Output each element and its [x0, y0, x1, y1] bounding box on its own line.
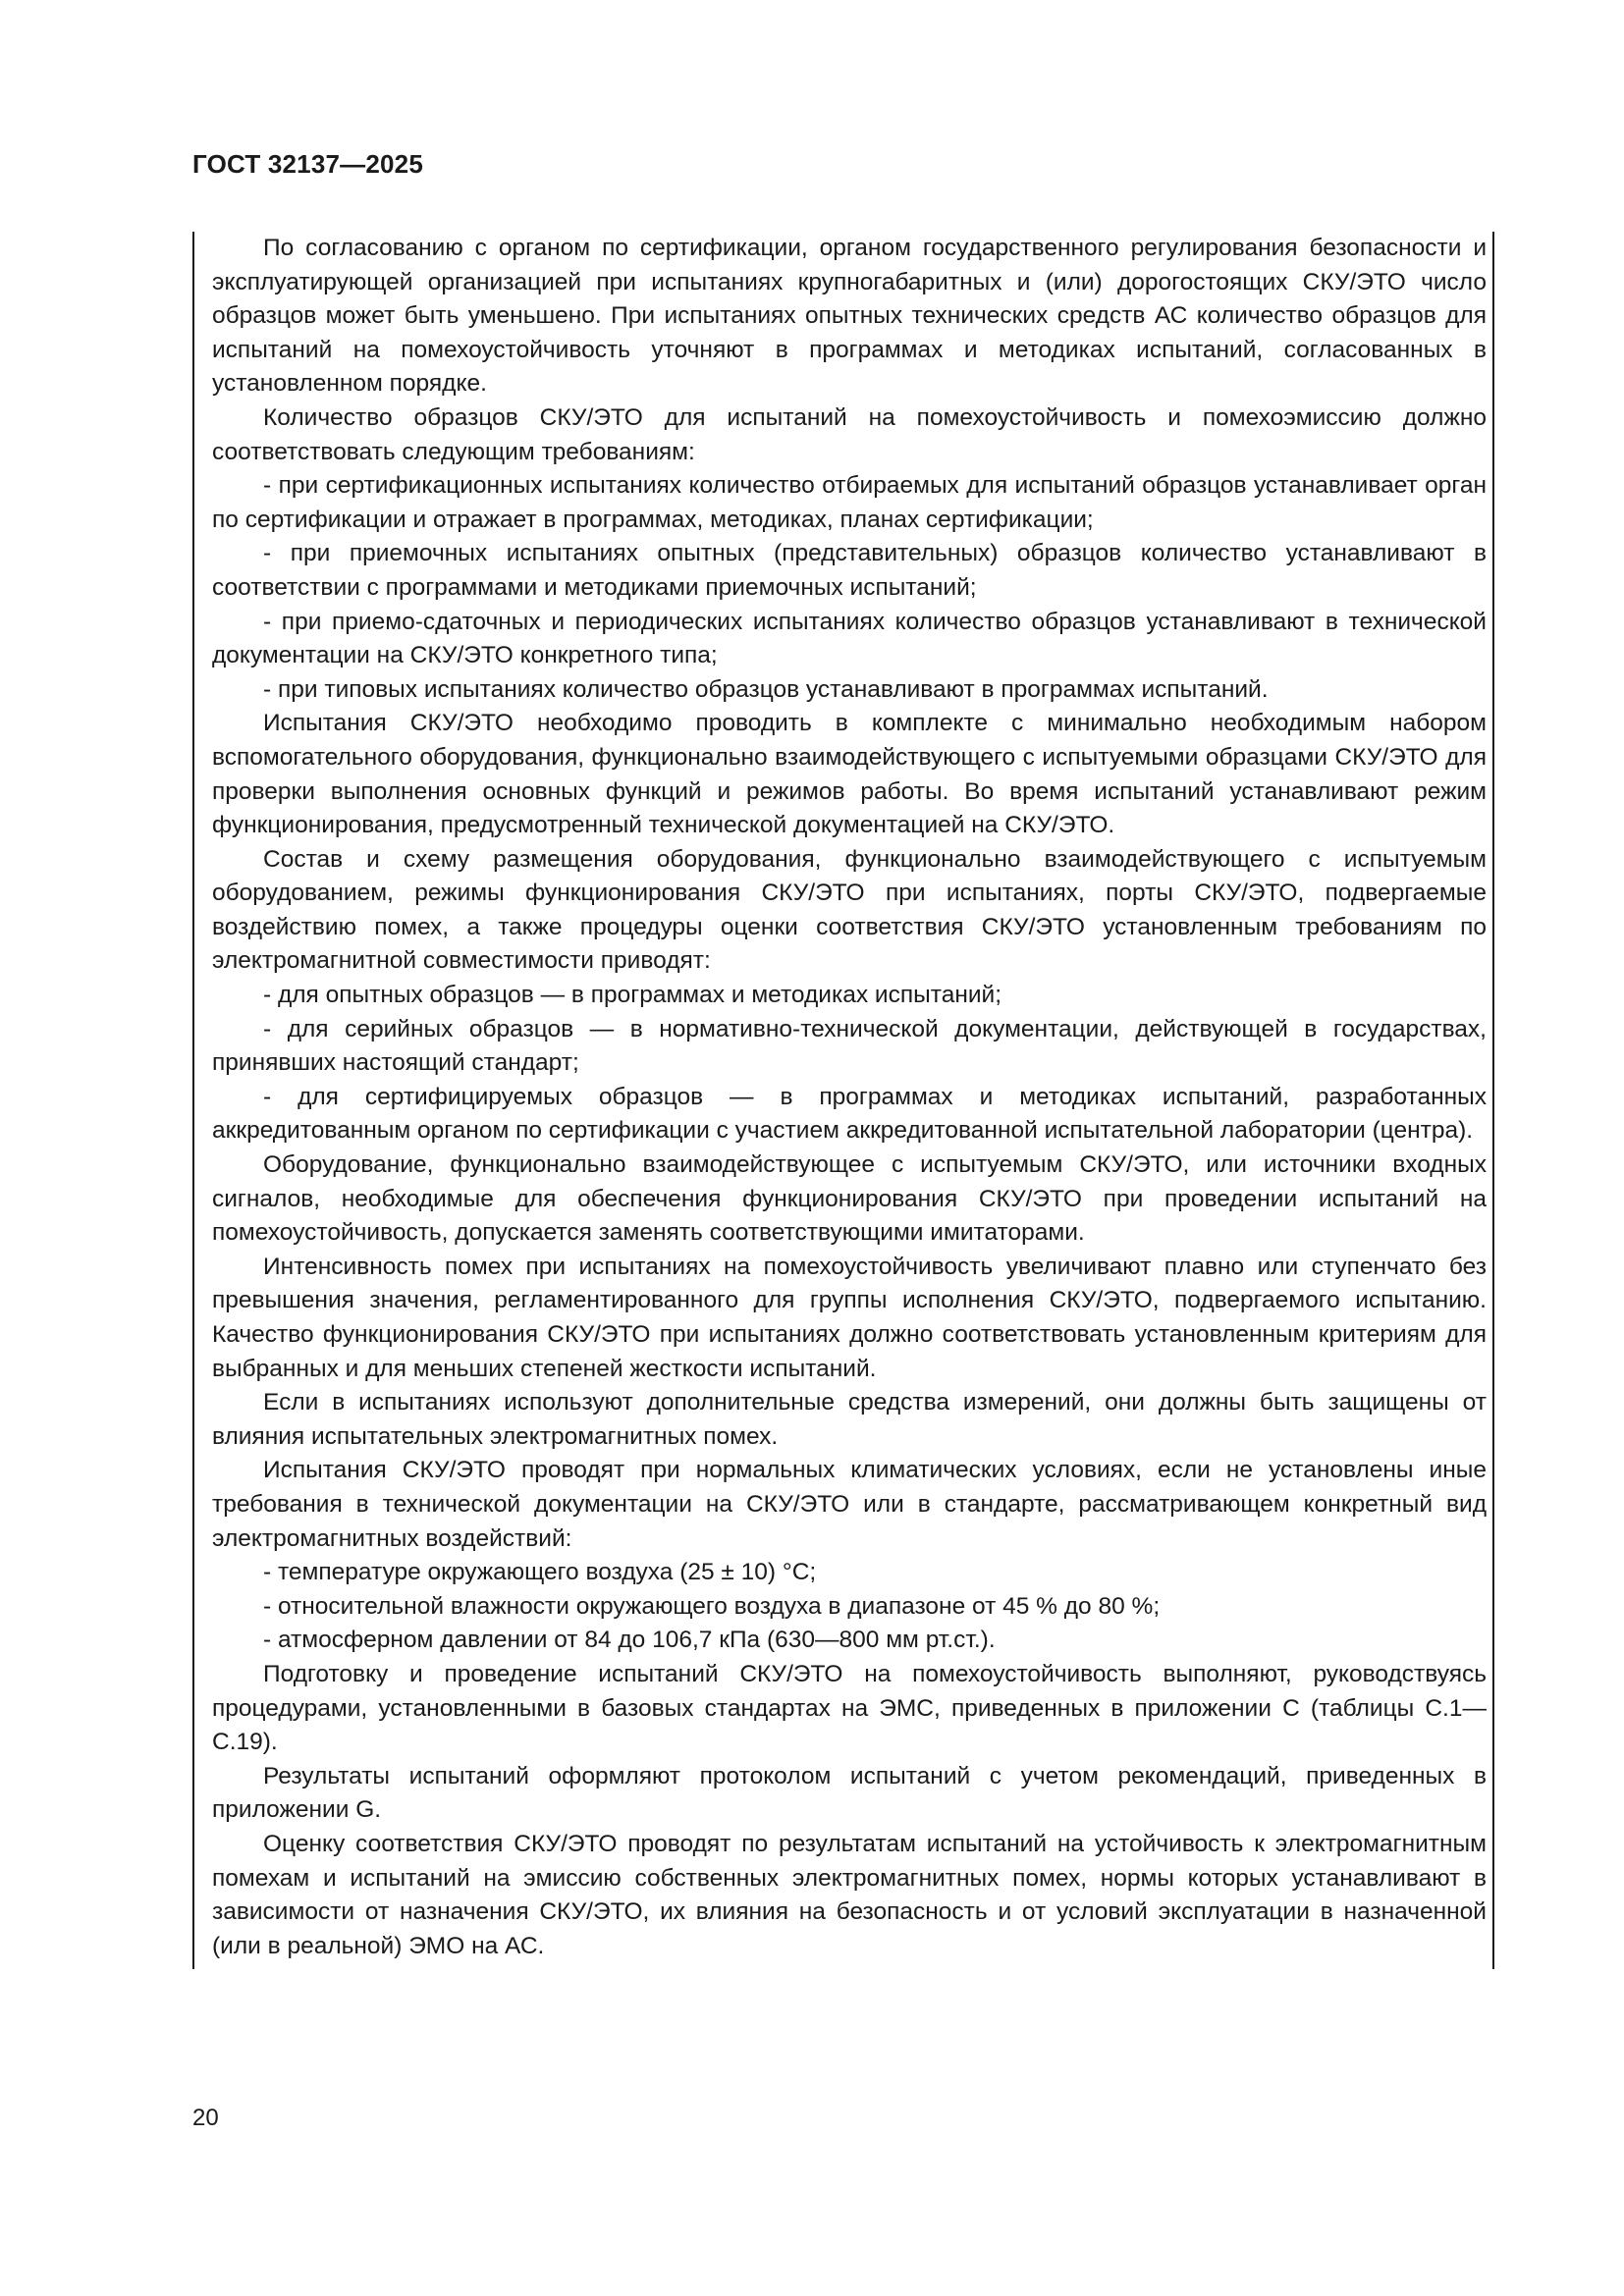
- list-item: - при приемо-сдаточных и периодических испытаниях количество образцов устанавливают в технической документации на СКУ/ЭТО конкретного типа;: [212, 608, 1487, 669]
- list-item: - при типовых испытаниях количество образцов устанавливают в программах испытаний.: [263, 675, 1269, 703]
- list-item: - температуре окружающего воздуха (25 ± 10) °C;: [263, 1559, 817, 1586]
- list-item: - при приемочных испытаниях опытных (представительных) образцов количество устанавливают в соответствии с программами и методиками приемочных испытаний;: [212, 540, 1487, 601]
- paragraph: Оборудование, функционально взаимодействующее с испытуемым СКУ/ЭТО, или источники входных сигналов, необходимые для обеспечения функционирования СКУ/ЭТО при проведении испытаний на помехоустойчивость, допускается заменять соответствующими имитаторами.: [212, 1151, 1487, 1247]
- list-item: - для сертифицируемых образцов — в программах и методиках испытаний, разработанных аккредитованным органом по сертификации с участием аккредитованной испытательной лаборатории (центра).: [212, 1083, 1487, 1145]
- paragraph: Интенсивность помех при испытаниях на помехоустойчивость увеличивают плавно или ступенчато без превышения значения, регламентированного для группы исполнения СКУ/ЭТО, подвергаемого испытанию. Качество функционирования СКУ/ЭТО при испытаниях должно соответствовать установленным критериям для выбранных и для меньших степеней жесткости испытаний.: [212, 1253, 1487, 1382]
- document-body: [192, 232, 1494, 1969]
- paragraph: Количество образцов СКУ/ЭТО для испытаний на помехоустойчивость и помехоэмиссию должно соответствовать следующим требованиям:: [212, 403, 1487, 465]
- list-item: - для серийных образцов — в нормативно-технической документации, действующей в государствах, принявших настоящий стандарт;: [212, 1015, 1487, 1077]
- paragraph: Испытания СКУ/ЭТО необходимо проводить в комплекте с минимально необходимым набором вспомогательного оборудования, функционально взаимодействующего с испытуемыми образцами СКУ/ЭТО для проверки выполнения основных функций и режимов работы. Во время испытаний устанавливают режим функционирования, предусмотренный технической документацией на СКУ/ЭТО.: [212, 710, 1487, 839]
- list-item: - относительной влажности окружающего воздуха в диапазоне от 45 % до 80 %;: [263, 1592, 1161, 1620]
- paragraph: По согласованию с органом по сертификации, органом государственного регулирования безопасности и эксплуатирующей организацией при испытаниях крупногабаритных и (или) дорогостоящих СКУ/ЭТО число образцов может быть уменьшено. При испытаниях опытных технических средств АС количество образцов для испытаний на помехоустойчивость уточняют в программах и методиках испытаний, согласованных в установленном порядке.: [212, 235, 1487, 398]
- paragraph: Состав и схему размещения оборудования, функционально взаимодействующего с испытуемым оборудованием, режимы функционирования СКУ/ЭТО при испытаниях, порты СКУ/ЭТО, подвергаемые воздействию помех, а также процедуры оценки соответствия СКУ/ЭТО установленным требованиям по электромагнитной совместимости приводят:: [212, 845, 1487, 975]
- list-item: - для опытных образцов — в программах и методиках испытаний;: [263, 982, 1002, 1009]
- paragraph: Подготовку и проведение испытаний СКУ/ЭТО на помехоустойчивость выполняют, руководствуясь процедурами, установленными в базовых стандартах на ЭМС, приведенных в приложении С (таблицы С.1—С.19).: [212, 1660, 1487, 1756]
- page-number: 20: [192, 2105, 219, 2131]
- document-header: ГОСТ 32137—2025: [192, 149, 423, 179]
- list-item: - атмосферном давлении от 84 до 106,7 кПа (630—800 мм рт.ст.).: [263, 1627, 996, 1654]
- paragraph: Испытания СКУ/ЭТО проводят при нормальных климатических условиях, если не установлены иные требования в технической документации на СКУ/ЭТО или в стандарте, рассматривающем конкретный вид электромагнитных воздействий:: [212, 1457, 1487, 1552]
- list-item: - при сертификационных испытаниях количество отбираемых для испытаний образцов устанавливает орган по сертификации и отражает в программах, методиках, планах сертификации;: [212, 472, 1487, 533]
- paragraph: Результаты испытаний оформляют протоколом испытаний с учетом рекомендаций, приведенных в приложении G.: [212, 1762, 1487, 1824]
- paragraph: Если в испытаниях используют дополнительные средства измерений, они должны быть защищены от влияния испытательных электромагнитных помех.: [212, 1389, 1487, 1450]
- paragraph: Оценку соответствия СКУ/ЭТО проводят по результатам испытаний на устойчивость к электромагнитным помехам и испытаний на эмиссию собственных электромагнитных помех, нормы которых устанавливают в зависимости от назначения СКУ/ЭТО, их влияния на безопасность и от условий эксплуатации в назначенной (или в реальной) ЭМО на АС.: [212, 1830, 1487, 1959]
